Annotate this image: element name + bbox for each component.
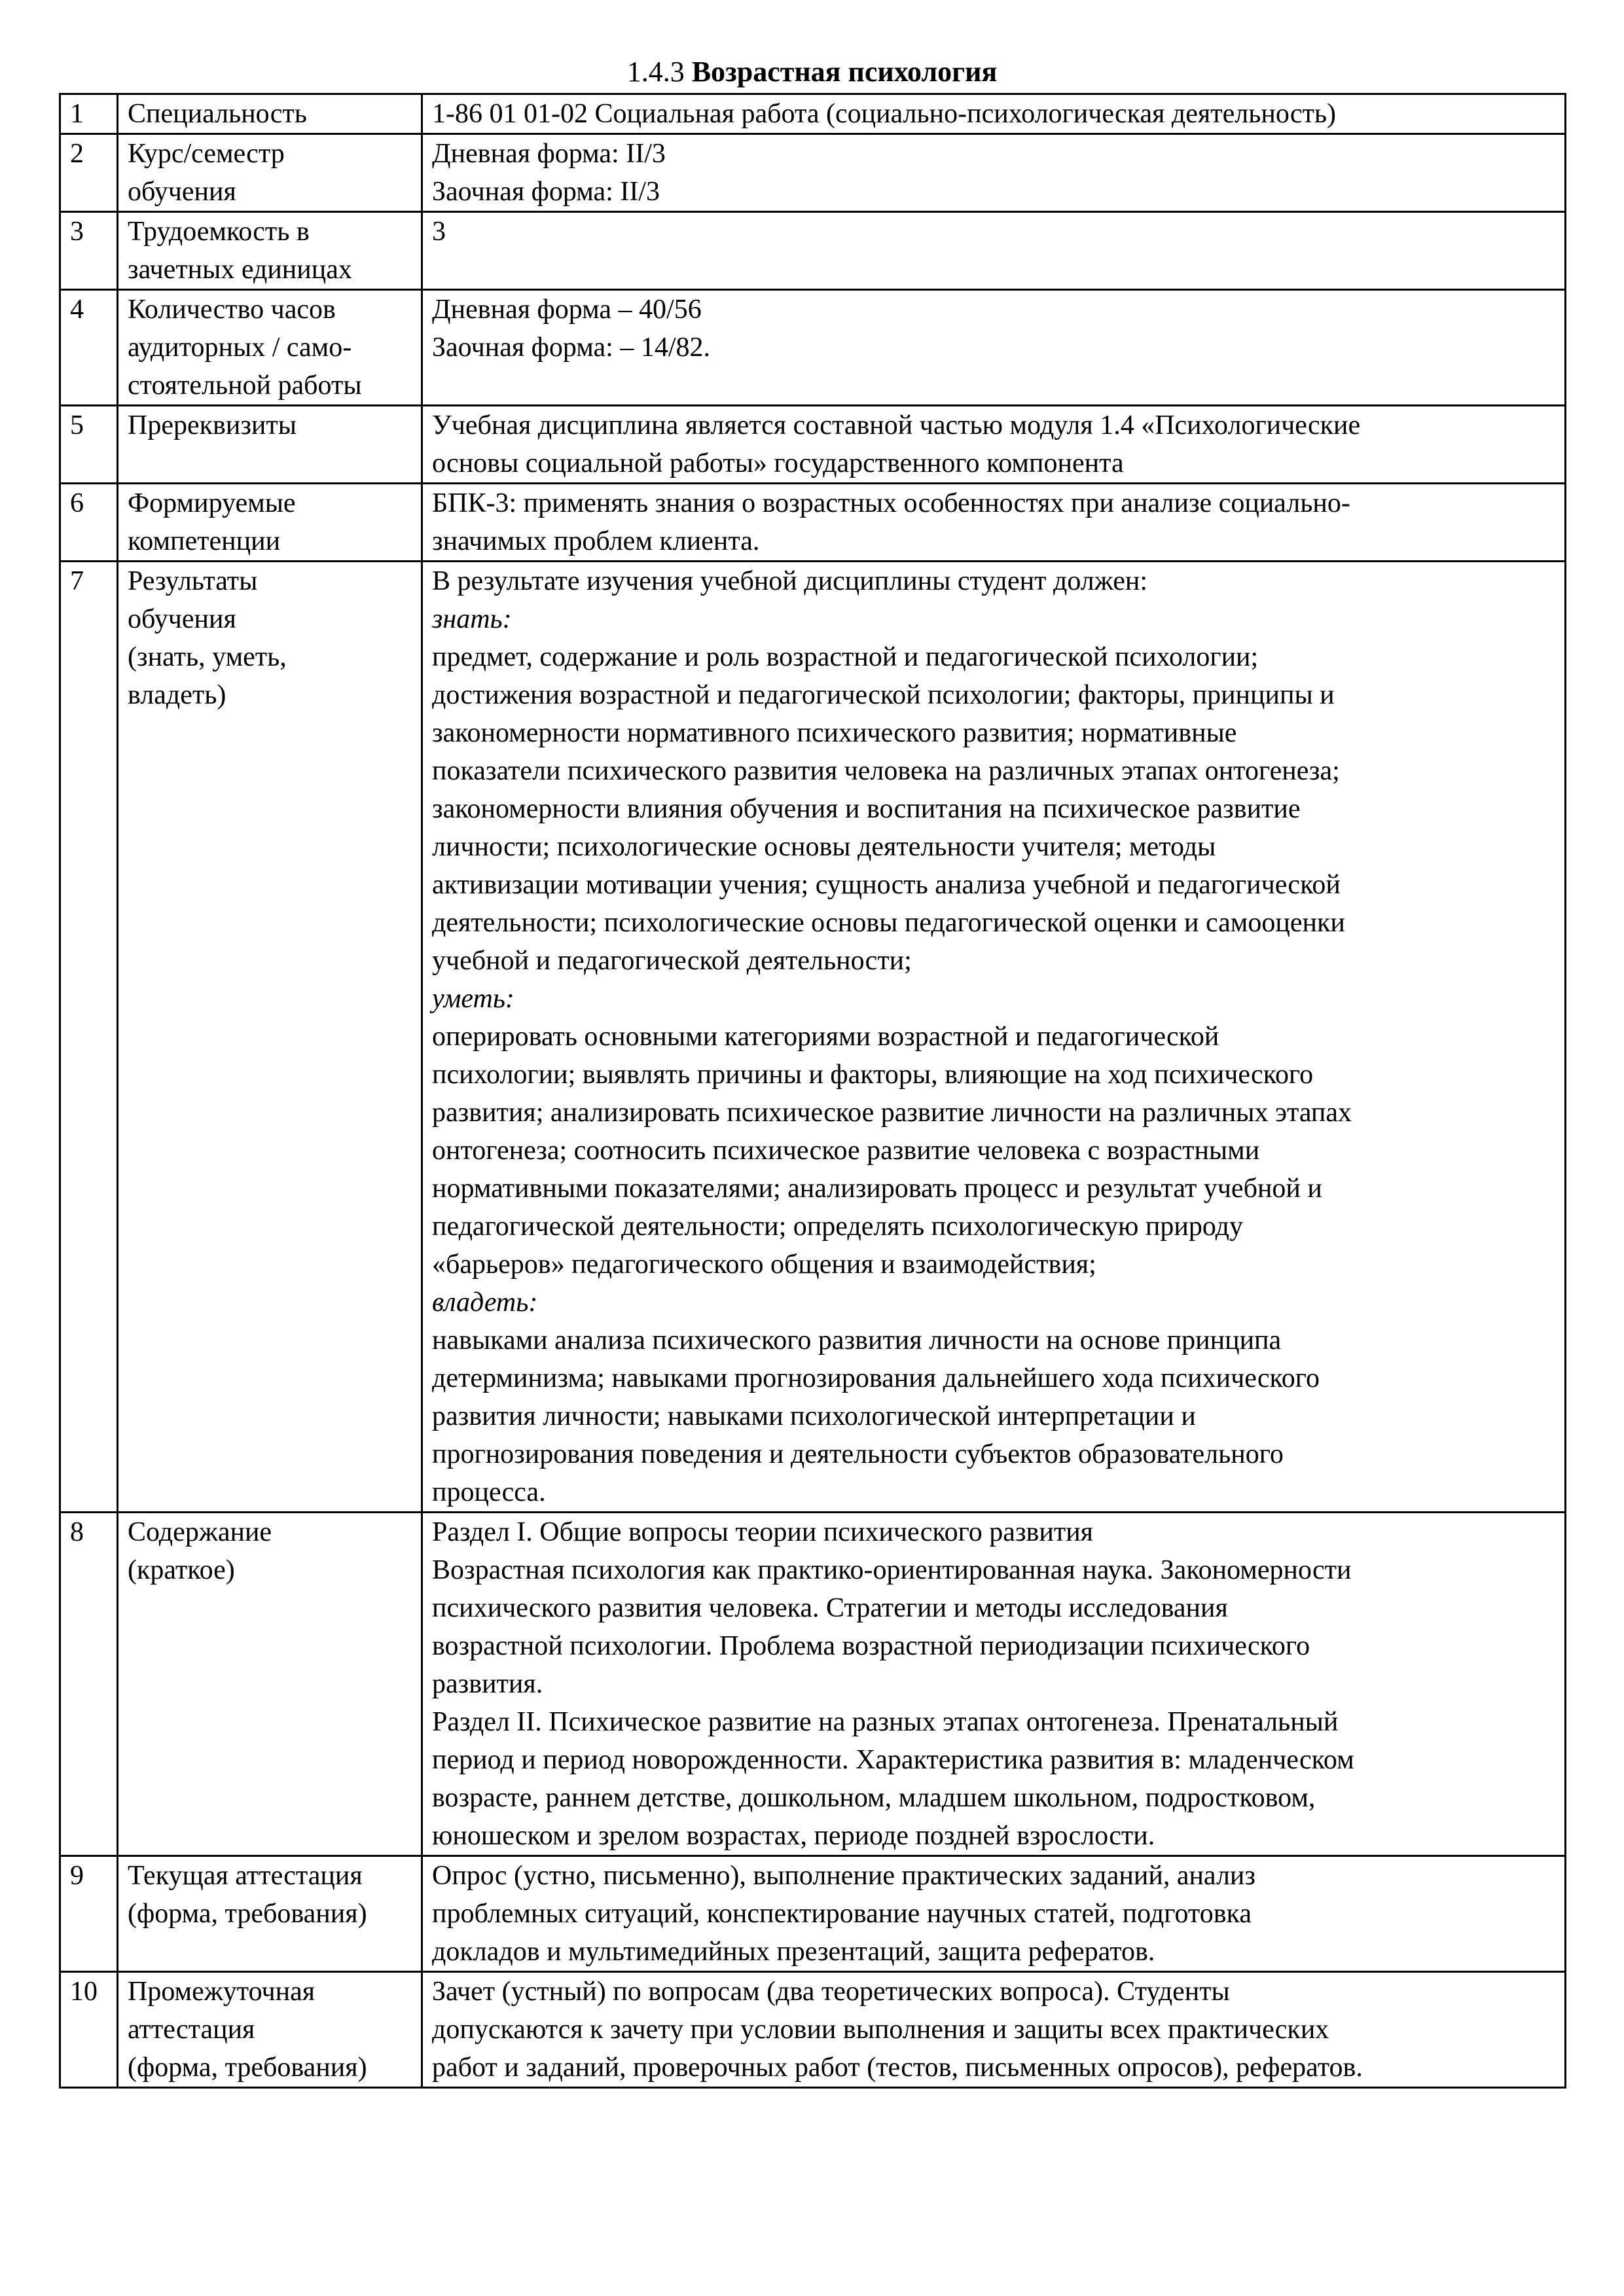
row-label-cell bbox=[118, 406, 422, 484]
row-content-cell bbox=[422, 406, 1566, 484]
row-label-line: Текущая аттестация bbox=[128, 1861, 363, 1891]
row-number: 2 bbox=[60, 134, 118, 212]
section-title: Возрастная психология bbox=[691, 56, 998, 88]
row-number: 3 bbox=[60, 212, 118, 290]
content-line: психического развития человека. Стратегии и методы исследования bbox=[432, 1593, 1228, 1623]
row-label-cell bbox=[118, 1856, 422, 1972]
content-line: педагогической деятельности; определять психологическую природу bbox=[432, 1211, 1243, 1242]
subheading-line: знать: bbox=[432, 604, 512, 634]
row-content-cell bbox=[422, 484, 1566, 562]
row-label-line: Специальность bbox=[128, 99, 307, 129]
content-line: развития. bbox=[432, 1669, 543, 1699]
table-row bbox=[60, 484, 1566, 562]
row-label-line: (форма, требования) bbox=[128, 2053, 367, 2083]
row-content-cell bbox=[422, 1856, 1566, 1972]
row-number: 9 bbox=[60, 1856, 118, 1972]
content-line: Опрос (устно, письменно), выполнение практических заданий, анализ bbox=[432, 1861, 1255, 1891]
table-row bbox=[60, 1972, 1566, 2088]
content-line: 3 bbox=[432, 217, 446, 247]
content-line: оперировать основными категориями возрастной и педагогической bbox=[432, 1022, 1219, 1052]
subheading-line: владеть: bbox=[432, 1287, 538, 1318]
row-label-cell bbox=[118, 94, 422, 134]
table-row bbox=[60, 406, 1566, 484]
content-line: Дневная форма – 40/56 bbox=[432, 295, 702, 325]
content-line: Возрастная психология как практико-ориентированная наука. Закономерности bbox=[432, 1555, 1352, 1585]
subheading-line: уметь: bbox=[432, 984, 514, 1014]
content-line: Раздел II. Психическое развитие на разных этапах онтогенеза. Пренатальный bbox=[432, 1707, 1339, 1737]
row-label-line: аудиторных / само- bbox=[128, 332, 352, 363]
row-label-line: Пререквизиты bbox=[128, 410, 297, 440]
content-line: проблемных ситуаций, конспектирование научных статей, подготовка bbox=[432, 1899, 1252, 1929]
content-line: прогнозирования поведения и деятельности субъектов образовательного bbox=[432, 1439, 1284, 1469]
content-line: Раздел I. Общие вопросы теории психического развития bbox=[432, 1517, 1093, 1547]
row-label-cell bbox=[118, 134, 422, 212]
content-line: «барьеров» педагогического общения и взаимодействия; bbox=[432, 1249, 1096, 1280]
row-label-line: обучения bbox=[128, 604, 236, 634]
content-line: нормативными показателями; анализировать процесс и результат учебной и bbox=[432, 1174, 1322, 1204]
content-line: Дневная форма: II/3 bbox=[432, 139, 666, 169]
row-label-line: Содержание bbox=[128, 1517, 272, 1547]
content-line: В результате изучения учебной дисциплины студент должен: bbox=[432, 566, 1147, 596]
row-content-cell bbox=[422, 1513, 1566, 1856]
table-row bbox=[60, 290, 1566, 406]
content-line: процесса. bbox=[432, 1477, 546, 1507]
content-line: онтогенеза; соотносить психическое развитие человека с возрастными bbox=[432, 1136, 1260, 1166]
section-number: 1.4.3 bbox=[626, 56, 685, 88]
row-label-line: (краткое) bbox=[128, 1555, 235, 1585]
row-label-cell bbox=[118, 1513, 422, 1856]
row-content-cell bbox=[422, 134, 1566, 212]
course-info-table bbox=[59, 93, 1566, 2089]
row-content-cell bbox=[422, 212, 1566, 290]
content-line: период и период новорожденности. Характеристика развития в: младенческом bbox=[432, 1745, 1354, 1775]
row-number: 5 bbox=[60, 406, 118, 484]
table-row bbox=[60, 94, 1566, 134]
row-label-line: (форма, требования) bbox=[128, 1899, 367, 1929]
row-label-line: аттестация bbox=[128, 2015, 255, 2045]
content-line: основы социальной работы» государственного компонента bbox=[432, 448, 1124, 478]
content-line: закономерности влияния обучения и воспитания на психическое развитие bbox=[432, 794, 1301, 824]
content-line: развития; анализировать психическое развитие личности на различных этапах bbox=[432, 1098, 1352, 1128]
row-label-line: Формируемые bbox=[128, 488, 296, 518]
content-line: докладов и мультимедийных презентаций, защита рефератов. bbox=[432, 1937, 1155, 1967]
row-label-line: зачетных единицах bbox=[128, 255, 352, 285]
content-line: работ и заданий, проверочных работ (тестов, письменных опросов), рефератов. bbox=[432, 2053, 1363, 2083]
row-number: 8 bbox=[60, 1513, 118, 1856]
table-row bbox=[60, 1513, 1566, 1856]
content-line: допускаются к зачету при условии выполнения и защиты всех практических bbox=[432, 2015, 1329, 2045]
row-label-line: Количество часов bbox=[128, 295, 336, 325]
row-label-cell bbox=[118, 562, 422, 1513]
content-line: учебной и педагогической деятельности; bbox=[432, 946, 912, 976]
row-content-cell bbox=[422, 94, 1566, 134]
content-line: Учебная дисциплина является составной частью модуля 1.4 «Психологические bbox=[432, 410, 1361, 440]
content-line: возрасте, раннем детстве, дошкольном, младшем школьном, подростковом, bbox=[432, 1783, 1316, 1813]
content-line: Зачет (устный) по вопросам (два теоретических вопроса). Студенты bbox=[432, 1977, 1230, 2007]
content-line: навыками анализа психического развития личности на основе принципа bbox=[432, 1325, 1282, 1355]
row-content-cell bbox=[422, 562, 1566, 1513]
content-line: юношеском и зрелом возрастах, периоде поздней взрослости. bbox=[432, 1821, 1155, 1851]
row-label-line: Курс/семестр bbox=[128, 139, 285, 169]
content-line: показатели психического развития человека на различных этапах онтогенеза; bbox=[432, 756, 1340, 786]
row-content-cell bbox=[422, 1972, 1566, 2088]
row-label-line: (знать, уметь, bbox=[128, 642, 287, 672]
row-number: 10 bbox=[60, 1972, 118, 2088]
content-line: детерминизма; навыками прогнозирования дальнейшего хода психического bbox=[432, 1363, 1320, 1393]
table-body bbox=[60, 94, 1566, 2088]
content-line: предмет, содержание и роль возрастной и педагогической психологии; bbox=[432, 642, 1259, 672]
content-line: достижения возрастной и педагогической психологии; факторы, принципы и bbox=[432, 680, 1335, 710]
content-line: развития личности; навыками психологической интерпретации и bbox=[432, 1401, 1196, 1431]
content-line: деятельности; психологические основы педагогической оценки и самооценки bbox=[432, 908, 1345, 938]
row-label-line: Трудоемкость в bbox=[128, 217, 310, 247]
row-number: 6 bbox=[60, 484, 118, 562]
content-line: 1-86 01 01-02 Социальная работа (социально-психологическая деятельность) bbox=[432, 99, 1337, 129]
row-label-cell bbox=[118, 290, 422, 406]
table-row bbox=[60, 212, 1566, 290]
content-line: психологии; выявлять причины и факторы, влияющие на ход психического bbox=[432, 1060, 1314, 1090]
content-line: закономерности нормативного психического развития; нормативные bbox=[432, 718, 1237, 748]
row-label-cell bbox=[118, 1972, 422, 2088]
content-line: Заочная форма: – 14/82. bbox=[432, 332, 711, 363]
row-number: 4 bbox=[60, 290, 118, 406]
table-row bbox=[60, 562, 1566, 1513]
content-line: активизации мотивации учения; сущность анализа учебной и педагогической bbox=[432, 870, 1341, 900]
table-row bbox=[60, 1856, 1566, 1972]
content-line: значимых проблем клиента. bbox=[432, 526, 760, 556]
table-row bbox=[60, 134, 1566, 212]
row-label-line: стоятельной работы bbox=[128, 370, 362, 401]
row-number: 1 bbox=[60, 94, 118, 134]
content-line: Заочная форма: II/3 bbox=[432, 177, 660, 207]
row-label-line: Промежуточная bbox=[128, 1977, 316, 2007]
row-label-cell bbox=[118, 484, 422, 562]
row-number: 7 bbox=[60, 562, 118, 1513]
row-label-line: компетенции bbox=[128, 526, 281, 556]
content-line: БПК-3: применять знания о возрастных особенностях при анализе социально- bbox=[432, 488, 1350, 518]
row-label-line: обучения bbox=[128, 177, 236, 207]
row-label-line: владеть) bbox=[128, 680, 226, 710]
row-content-cell bbox=[422, 290, 1566, 406]
page-title bbox=[0, 54, 1624, 90]
content-line: личности; психологические основы деятельности учителя; методы bbox=[432, 832, 1216, 862]
row-label-line: Результаты bbox=[128, 566, 258, 596]
row-label-cell bbox=[118, 212, 422, 290]
content-line: возрастной психологии. Проблема возрастной периодизации психического bbox=[432, 1631, 1310, 1661]
